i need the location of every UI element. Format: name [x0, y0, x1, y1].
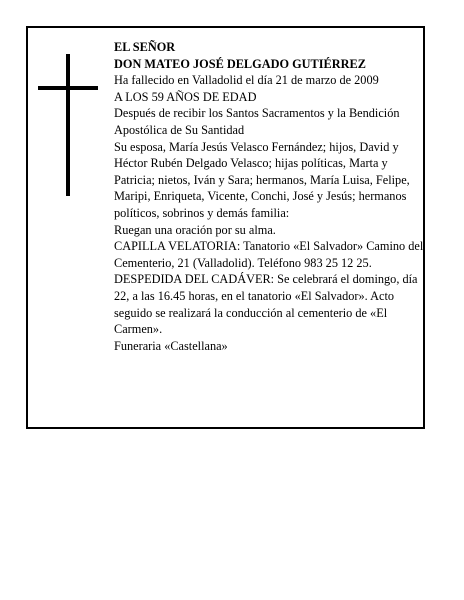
chapel-text: CAPILLA VELATORIA: Tanatorio «El Salvador» Camino del Cementerio, 21 (Valladolid). Teléfono 983 25 12 25. — [114, 239, 424, 270]
obituary-text — [114, 39, 424, 354]
prayer-text: Ruegan una oración por su alma. — [114, 222, 276, 237]
age-line: A LOS 59 AÑOS DE EDAD — [114, 89, 257, 104]
deceased-name: DON MATEO JOSÉ DELGADO GUTIÉRREZ — [114, 56, 366, 71]
death-line: Ha fallecido en Valladolid el día 21 de marzo de 2009 — [114, 73, 379, 88]
family-text: Su esposa, María Jesús Velasco Fernández; hijos, David y Héctor Rubén Delgado Velasco; hijas políticas, Marta y Patricia; nietos, Iván y Sara; hermanos, María Luisa, Felipe, Maripi, Enriqueta, Vicente, Conchi, José y Jesús; hermanos políticos, sobrinos y demás familia: — [114, 139, 410, 220]
funeral-home: Funeraria «Castellana» — [114, 338, 228, 353]
heading: EL SEÑOR — [114, 40, 176, 54]
farewell-text: DESPEDIDA DEL CADÁVER: Se celebrará el domingo, día 22, a las 16.45 horas, en el tanatorio «El Salvador». Acto seguido se realizará la conducción al cementerio de «El Carmen». — [114, 272, 418, 337]
cross-icon — [66, 54, 70, 196]
sacraments-text: Después de recibir los Santos Sacramentos y la Bendición Apostólica de Su Santidad — [114, 106, 400, 137]
cross-icon-crossbar — [38, 86, 98, 90]
